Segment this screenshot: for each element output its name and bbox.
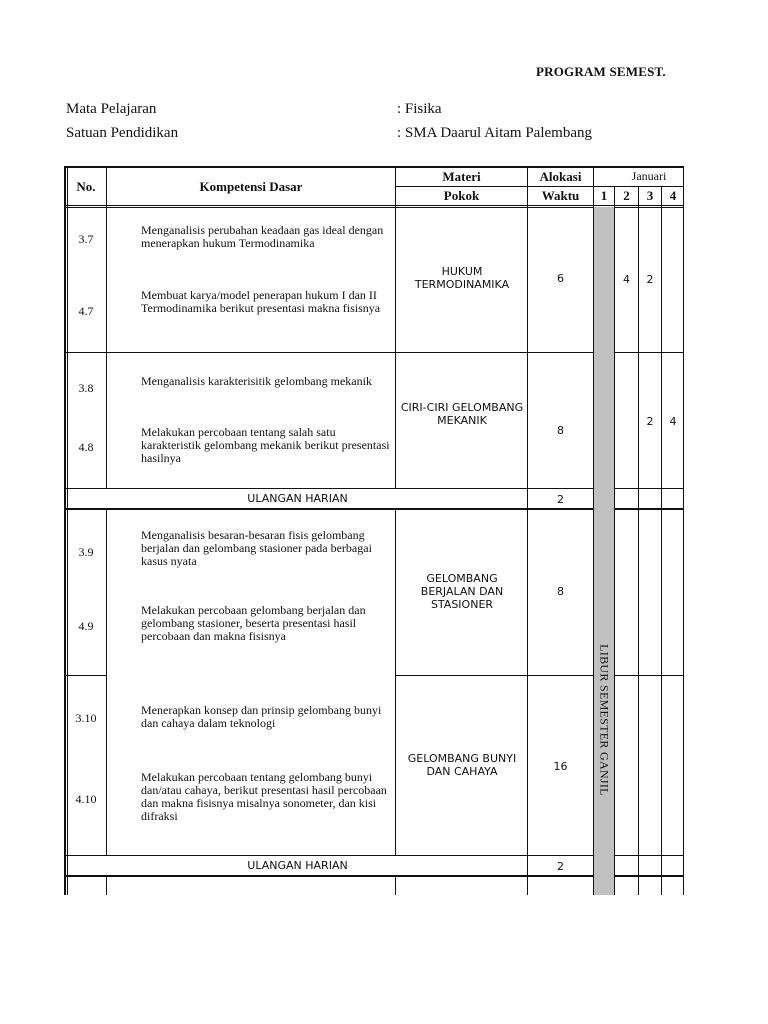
header-week-2: 2 [623,188,630,203]
kd-description: Melakukan percobaan tentang salah satu karakteristik gelombang mekanik berikut presentasi hasilnya [141,425,390,465]
table-right-border [683,166,684,895]
materi-pokok: GELOMBANG BERJALAN DAN STASIONER [420,572,504,611]
mata-pelajaran-label: Mata Pelajaran [66,101,157,117]
row-divider-1 [64,352,594,353]
header-materi-line2: Pokok [443,188,480,203]
satuan-pendidikan-value: : SMA Daarul Aitam Palembang [397,125,592,141]
week-allocation: 2 [646,415,654,428]
row-divider-6-weeks [614,875,684,877]
materi-pokok: GELOMBANG BUNYI DAN CAHAYA [407,752,517,778]
kd-number: 4.7 [78,304,94,318]
kd-description: Menganalisis perubahan keadaan gas ideal dengan menerapkan hukum Termodinamika [141,223,384,250]
alokasi-waktu: 16 [553,760,568,773]
materi-pokok: CIRI-CIRI GELOMBANG MEKANIK [400,401,524,427]
header-alokasi-line2: Waktu [541,188,580,203]
row-divider-5 [64,855,594,856]
ulangan-harian-waktu: 2 [557,860,564,873]
col-kd-divider [395,166,396,488]
table-left-inner-border [67,168,68,895]
kd-description: Menerapkan konsep dan prinsip gelombang bunyi dan cahaya dalam teknologi [141,703,382,730]
materi-pokok: HUKUM TERMODINAMIKA [414,265,510,291]
kd-number: 4.8 [78,440,94,454]
alokasi-waktu: 8 [557,424,564,437]
col-no-divider-2 [106,509,107,855]
header-week-1: 1 [600,188,608,203]
row-divider-3-weeks [614,508,684,510]
row-divider-2 [64,488,594,489]
ulangan-harian-label: ULANGAN HARIAN [247,492,348,505]
satuan-pendidikan-label: Satuan Pendidikan [66,125,179,141]
row-divider-4 [395,675,594,676]
week-allocation: 2 [646,273,654,286]
row-divider-1-weeks [614,352,684,353]
header-no: No. [76,178,96,194]
col-no-divider [106,166,107,488]
table-left-border [64,166,66,895]
row-divider-6 [64,875,594,877]
kd-number: 4.9 [78,619,94,633]
col-week2-divider [638,186,639,895]
header-alokasi-line1: Alokasi [539,169,582,184]
header-week-3: 3 [646,188,654,203]
header-kompetensi-dasar: Kompetensi Dasar [199,178,303,194]
week-allocation: 4 [669,415,677,428]
document-title: PROGRAM SEMEST. [536,64,666,79]
ulangan-harian-label: ULANGAN HARIAN [247,859,348,872]
row-divider-3 [64,508,594,510]
week-allocation: 4 [623,273,630,286]
kd-number: 3.7 [78,232,94,246]
col-kd-divider-2 [395,509,396,855]
alokasi-waktu: 6 [557,272,564,285]
kd-number: 3.10 [75,711,97,725]
header-bottom-line-2 [64,207,684,208]
ulangan-harian-waktu: 2 [557,493,564,506]
kd-number: 3.8 [78,381,94,395]
kd-description: Melakukan percobaan tentang gelombang bunyi dan/atau cahaya, berikut presentasi hasil percobaan dan makna fisisnya misalnya sonometer, dan kisi difraksi [141,770,387,823]
header-week-4: 4 [669,188,677,203]
kd-description: Menganalisis karakterisitik gelombang mekanik [141,374,372,388]
row-divider-2-weeks [614,488,684,489]
kd-description: Membuat karya/model penerapan hukum I dan II Termodinamika berikut presentasi makna fisisnya [141,288,381,315]
mata-pelajaran-value: : Fisika [397,101,442,117]
col-week1-divider [614,186,615,895]
col-no-divider-3 [106,876,107,895]
alokasi-waktu: 8 [557,585,564,598]
holiday-label: LIBUR SEMESTER GANJIL [597,644,612,796]
row-divider-5-weeks [614,855,684,856]
kd-description: Menganalisis besaran-besaran fisis gelombang berjalan dan gelombang stasioner pada berbagai kasus nyata [141,528,372,568]
header-bottom-line [64,205,684,206]
header-month: Januari [631,168,667,183]
header-materi-line1: Materi [442,169,481,184]
kd-number: 3.9 [78,545,94,559]
col-week3-divider [661,186,662,895]
col-kd-divider-3 [395,876,396,895]
kd-number: 4.10 [75,792,97,806]
kd-description: Melakukan percobaan gelombang berjalan dan gelombang stasioner, beserta presentasi hasil percobaan dan makna fisisnya [141,603,366,643]
row-divider-4-no [64,675,107,676]
row-divider-4-weeks [614,675,684,676]
